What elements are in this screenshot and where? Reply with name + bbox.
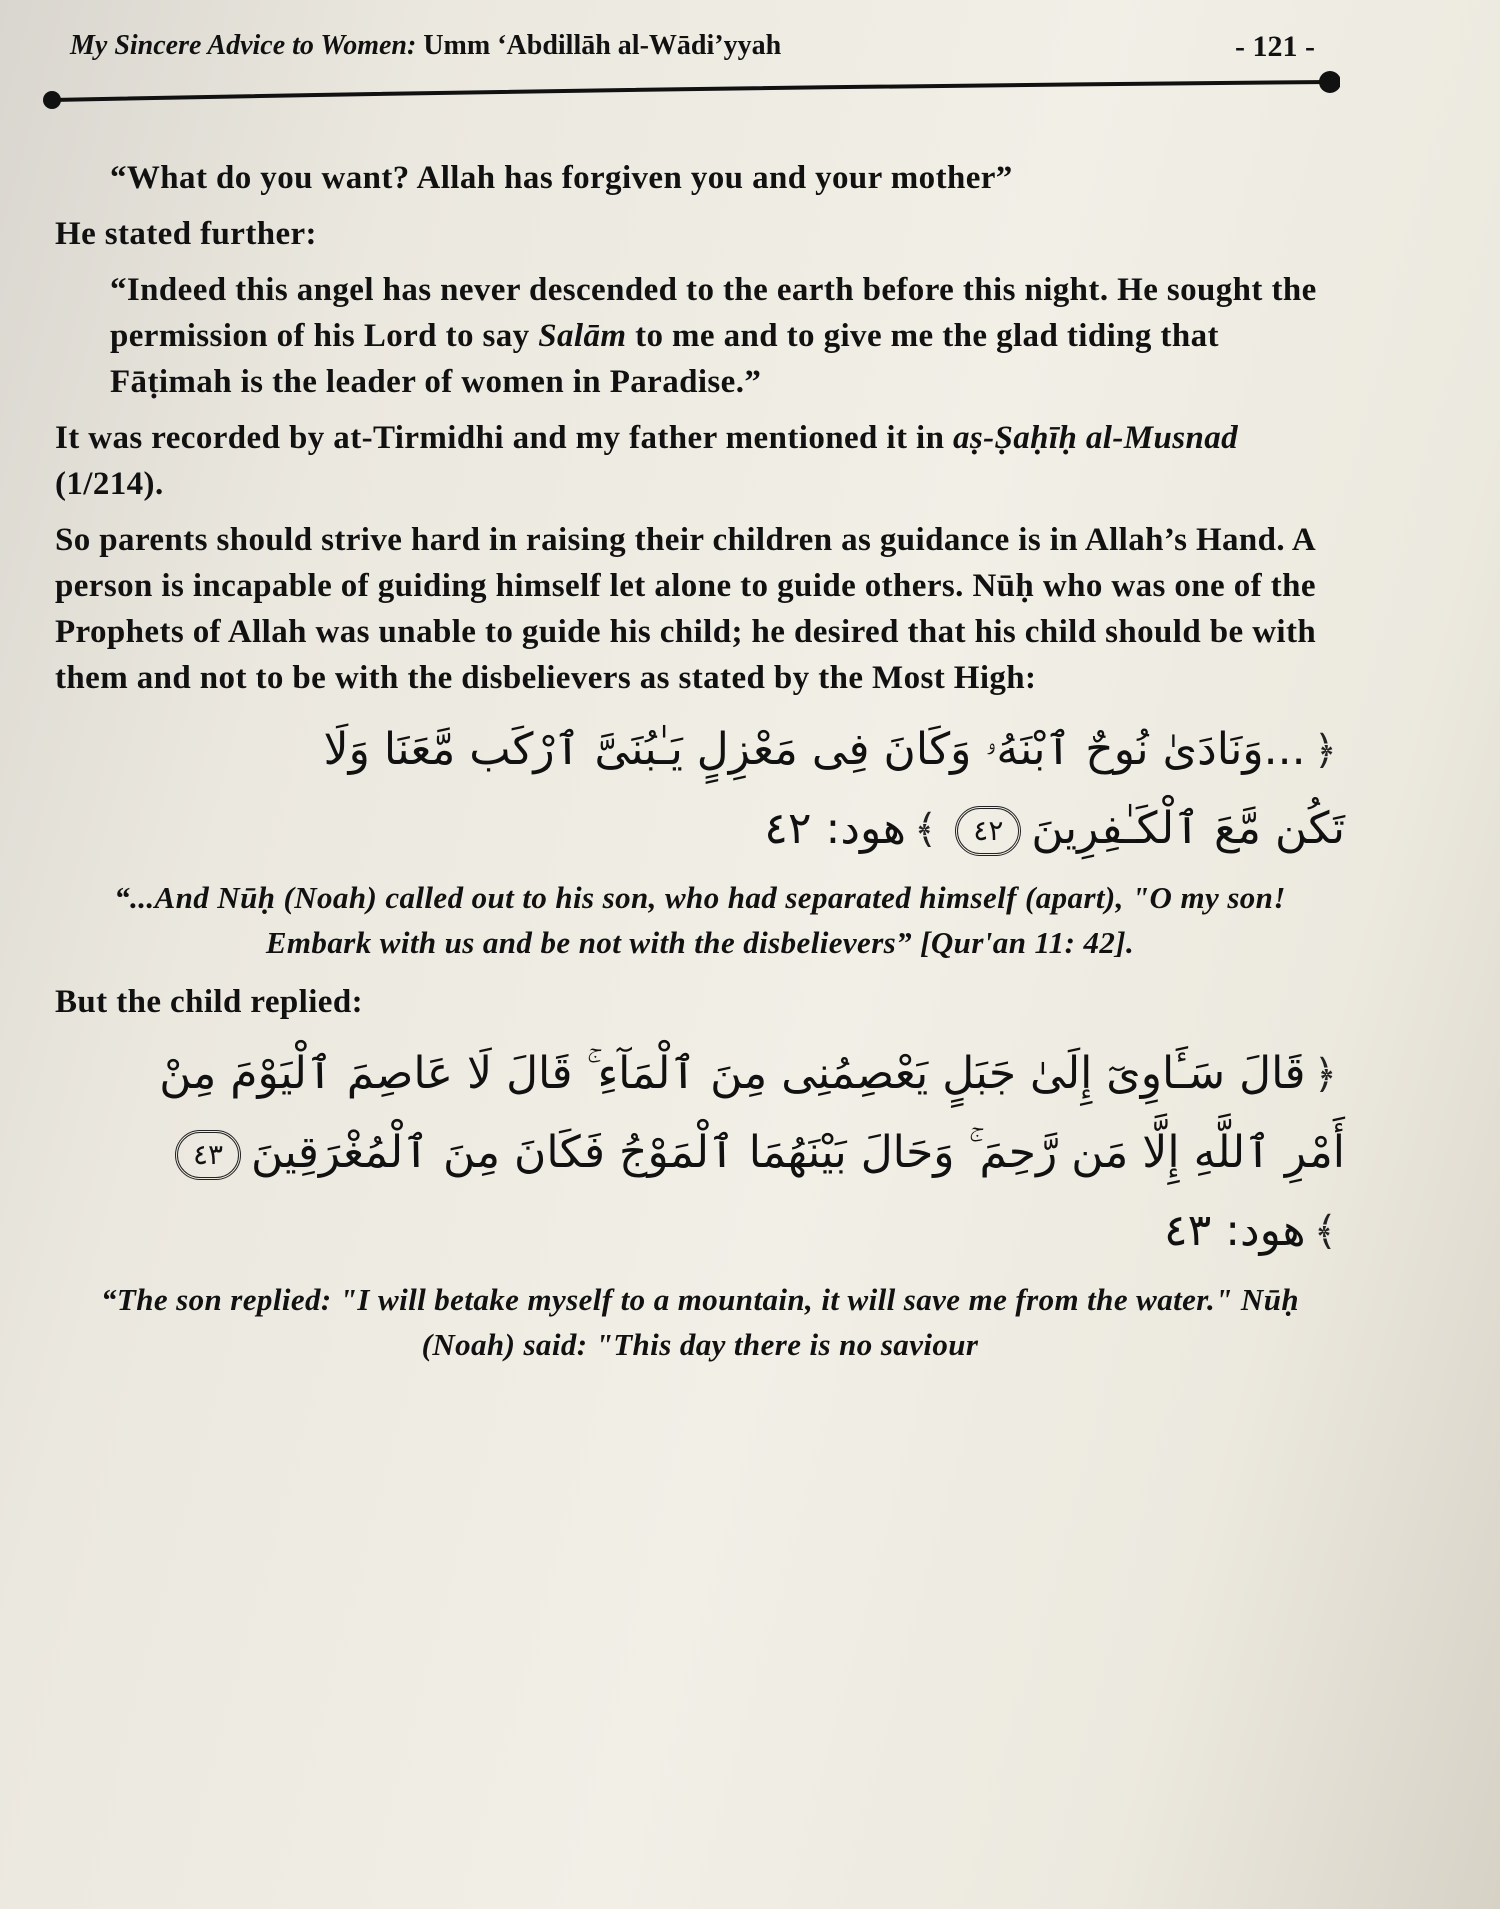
translation-1: “...And Nūḥ (Noah) called out to his son, who had separated himself (apart), "O my son! Embark with us and be not with the disbelievers” [Qur'an 11: 42]. bbox=[114, 880, 1286, 960]
quote2-part-a: “Indeed this angel has never descended to the earth before this night. He sought the permission of his Lord to say bbox=[110, 272, 1317, 354]
quran-verse-1 bbox=[55, 711, 1345, 869]
paragraph-child-replied: But the child replied: bbox=[55, 984, 363, 1020]
reference-part-a: It was recorded by at-Tirmidhi and my father mentioned it in bbox=[55, 420, 953, 456]
quran-verse-1-line-1 bbox=[55, 711, 1345, 790]
paragraph-reference bbox=[55, 415, 1345, 507]
quran-verse-1-text-1: ...وَنَادَىٰ نُوحٌ ٱبْنَهُۥ وَكَانَ فِى مَعْزِلٍ يَـٰبُنَىَّ ٱرْكَب مَّعَنَا وَلَا bbox=[323, 724, 1306, 775]
header-title bbox=[70, 30, 781, 62]
quran-verse-1-text-2: تَكُن مَّعَ ٱلْكَـٰفِرِينَ bbox=[1031, 803, 1345, 854]
ornate-bracket-open-icon: ﴿ bbox=[1313, 728, 1337, 774]
paragraph-parents: So parents should strive hard in raising their children as guidance is in Allah’s Hand. A person is incapable of guiding himself let alone to guide others. Nūḥ who was one of the Prophets of Allah was unable to guide his child; he desired that his child should be with them and not to be with the disbelievers as stated by the Most High: bbox=[55, 522, 1317, 696]
header-title-author: Umm ‘Abdillāh al-Wādi’yyah bbox=[416, 30, 782, 61]
hadith-quote-2 bbox=[110, 267, 1345, 405]
verse-number-icon: ٤٣ bbox=[175, 1130, 241, 1180]
reference-part-b: (1/214). bbox=[55, 466, 164, 502]
ornate-bracket-open-icon: ﴿ bbox=[1313, 1052, 1337, 1098]
quote2-salam: Salām bbox=[538, 318, 627, 354]
verse-number-icon: ٤٢ bbox=[955, 806, 1021, 856]
quran-verse-2-line-3 bbox=[55, 1192, 1345, 1271]
quran-verse-2-text-2: أَمْرِ ٱللَّهِ إِلَّا مَن رَّحِمَ ۚ وَحَالَ بَيْنَهُمَا ٱلْمَوْجُ فَكَانَ مِنَ ٱلْمُغْرَقِينَ bbox=[251, 1127, 1345, 1178]
header-rule bbox=[40, 70, 1340, 110]
running-header bbox=[50, 30, 1325, 110]
hadith-quote-1: “What do you want? Allah has forgiven you and your mother” bbox=[110, 160, 1013, 196]
quote2-part-b: to me and to give me the glad tiding that Fāṭimah is the leader of women in Paradise.” bbox=[110, 318, 1219, 400]
quran-verse-1-line-2 bbox=[55, 790, 1345, 869]
quran-verse-2-line-1 bbox=[55, 1035, 1345, 1114]
quran-verse-2-ref: هود: ٤٣ bbox=[1163, 1205, 1306, 1256]
ornate-bracket-close-icon: ﴾ bbox=[1313, 1209, 1337, 1255]
page-body bbox=[55, 155, 1345, 1381]
ornate-bracket-close-icon: ﴾ bbox=[913, 807, 938, 853]
page-number: - 121 - bbox=[1235, 30, 1315, 63]
header-title-italic: My Sincere Advice to Women: bbox=[70, 30, 417, 61]
quran-verse-2-text-1: قَالَ سَـَٔاوِىٓ إِلَىٰ جَبَلٍ يَعْصِمُنِى مِنَ ٱلْمَآءِ ۚ قَالَ لَا عَاصِمَ ٱلْيَوْمَ مِنْ bbox=[159, 1048, 1306, 1099]
paragraph-stated-further: He stated further: bbox=[55, 216, 317, 252]
translation-2: “The son replied: "I will betake myself to a mountain, it will save me from the water." Nūḥ (Noah) said: "This day there is no saviour bbox=[100, 1282, 1300, 1362]
quran-verse-1-ref: هود: ٤٢ bbox=[764, 803, 906, 854]
quran-verse-2 bbox=[55, 1035, 1345, 1271]
quran-verse-2-line-2 bbox=[55, 1114, 1345, 1192]
reference-book-title: aṣ-Ṣaḥīḥ al-Musnad bbox=[953, 420, 1239, 456]
